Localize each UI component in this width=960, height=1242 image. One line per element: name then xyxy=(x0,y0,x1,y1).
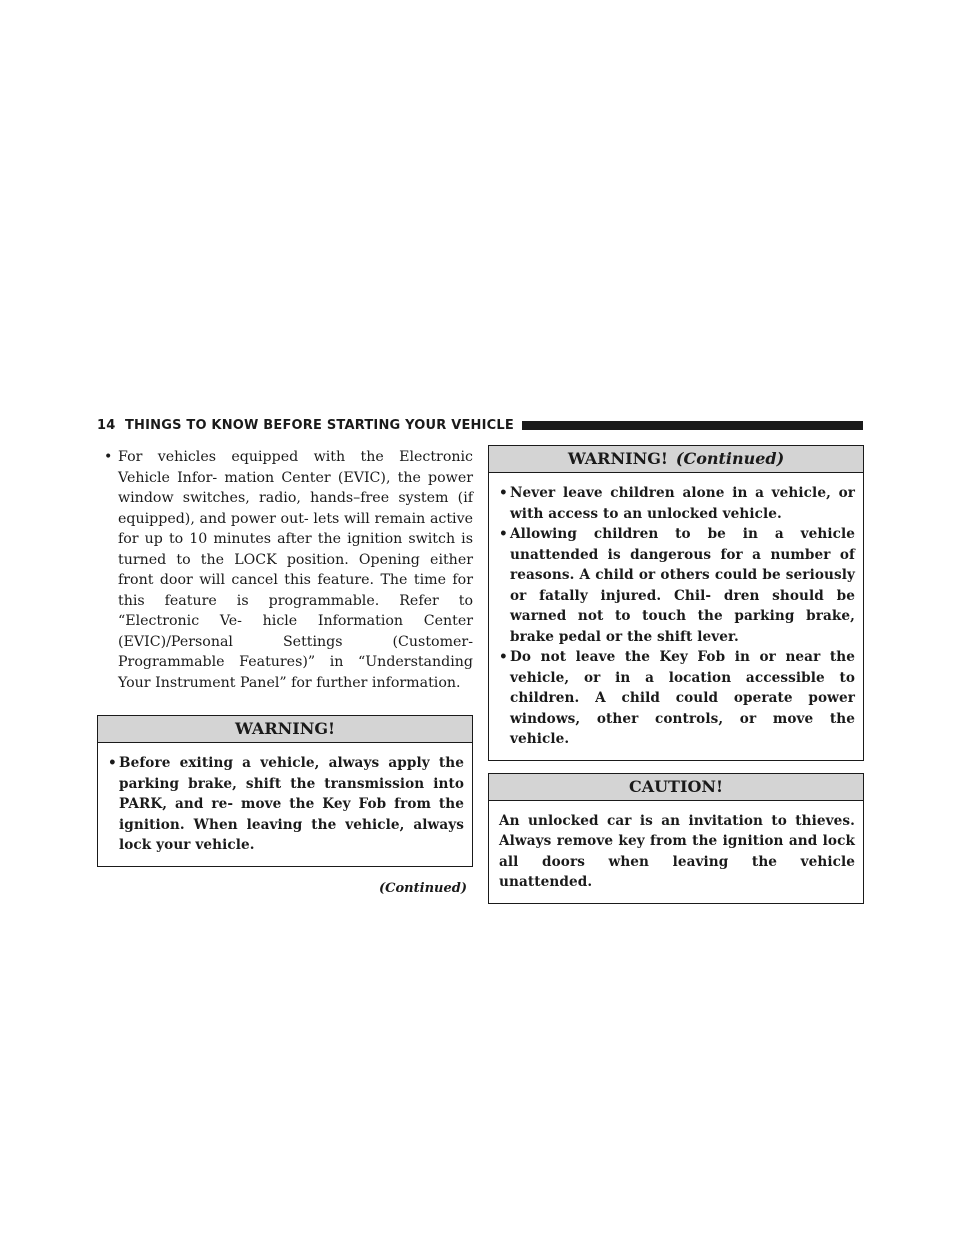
continued-label: (Continued) xyxy=(379,880,467,896)
section-title: THINGS TO KNOW BEFORE STARTING YOUR VEHICLE xyxy=(124,417,514,433)
caution-text: An unlocked car is an invitation to thieves. Always remove key from the ignition and lock all doors when leaving the vehicle unattended. xyxy=(499,812,855,890)
warning-box xyxy=(97,715,473,867)
warning-item-text: Never leave children alone in a vehicle, or with access to an unlocked vehicle. xyxy=(510,485,855,522)
warning-body xyxy=(98,743,472,866)
warning-item xyxy=(499,647,855,750)
bullet-icon: • xyxy=(499,526,508,542)
continued-tag: (Continued) xyxy=(675,449,785,468)
caution-title: CAUTION! xyxy=(489,774,863,801)
warning-continued-body xyxy=(489,473,863,760)
warning-continued-title: WARNING! (Continued) xyxy=(489,446,863,473)
header-rule xyxy=(522,421,863,430)
warning-item xyxy=(499,483,855,524)
caution-box xyxy=(488,773,864,904)
bullet-icon: • xyxy=(499,485,508,501)
warning-title: WARNING! xyxy=(98,716,472,743)
warning-item xyxy=(499,524,855,647)
warning-item-text: Do not leave the Key Fob in or near the vehicle, or in a location accessible to children. A child could operate power windows, other controls, or move the vehicle. xyxy=(510,649,855,747)
warning-item xyxy=(108,753,464,856)
bullet-icon: • xyxy=(108,755,117,771)
page-number: 14 xyxy=(97,417,116,433)
header-text xyxy=(97,418,522,433)
page-header xyxy=(97,413,863,437)
paragraph-text: For vehicles equipped with the Electronic Vehicle Infor- mation Center (EVIC), the power window switches, radio, hands–free system (if equipped), and power out- lets will remain active for up to 10 minutes after the ignition switch is turned to the LOCK position. Opening either front door will cancel this feature. The time for this feature is programmable. Refer to “Electronic Ve- hicle Information Center (EVIC)/Personal Settings (Customer-Programmable Features)” in “Understanding Your Instrument Panel” for further information. xyxy=(118,449,473,691)
warning-continued-box xyxy=(488,445,864,761)
evic-paragraph xyxy=(97,447,473,693)
bullet-icon: • xyxy=(104,449,113,465)
right-column xyxy=(488,445,864,904)
bullet-icon: • xyxy=(499,649,508,665)
caution-body xyxy=(489,801,863,903)
warning-item-text: Before exiting a vehicle, always apply the parking brake, shift the transmission into PARK, and re- move the Key Fob from the ignition. When leaving the vehicle, always lock your vehicle. xyxy=(119,755,464,853)
left-column xyxy=(97,447,473,896)
warning-item-text: Allowing children to be in a vehicle unattended is dangerous for a number of reasons. A child or others could be seriously or fatally injured. Chil- dren should be warned not to touch the parking brake, brake pedal or the shift lever. xyxy=(510,526,855,645)
